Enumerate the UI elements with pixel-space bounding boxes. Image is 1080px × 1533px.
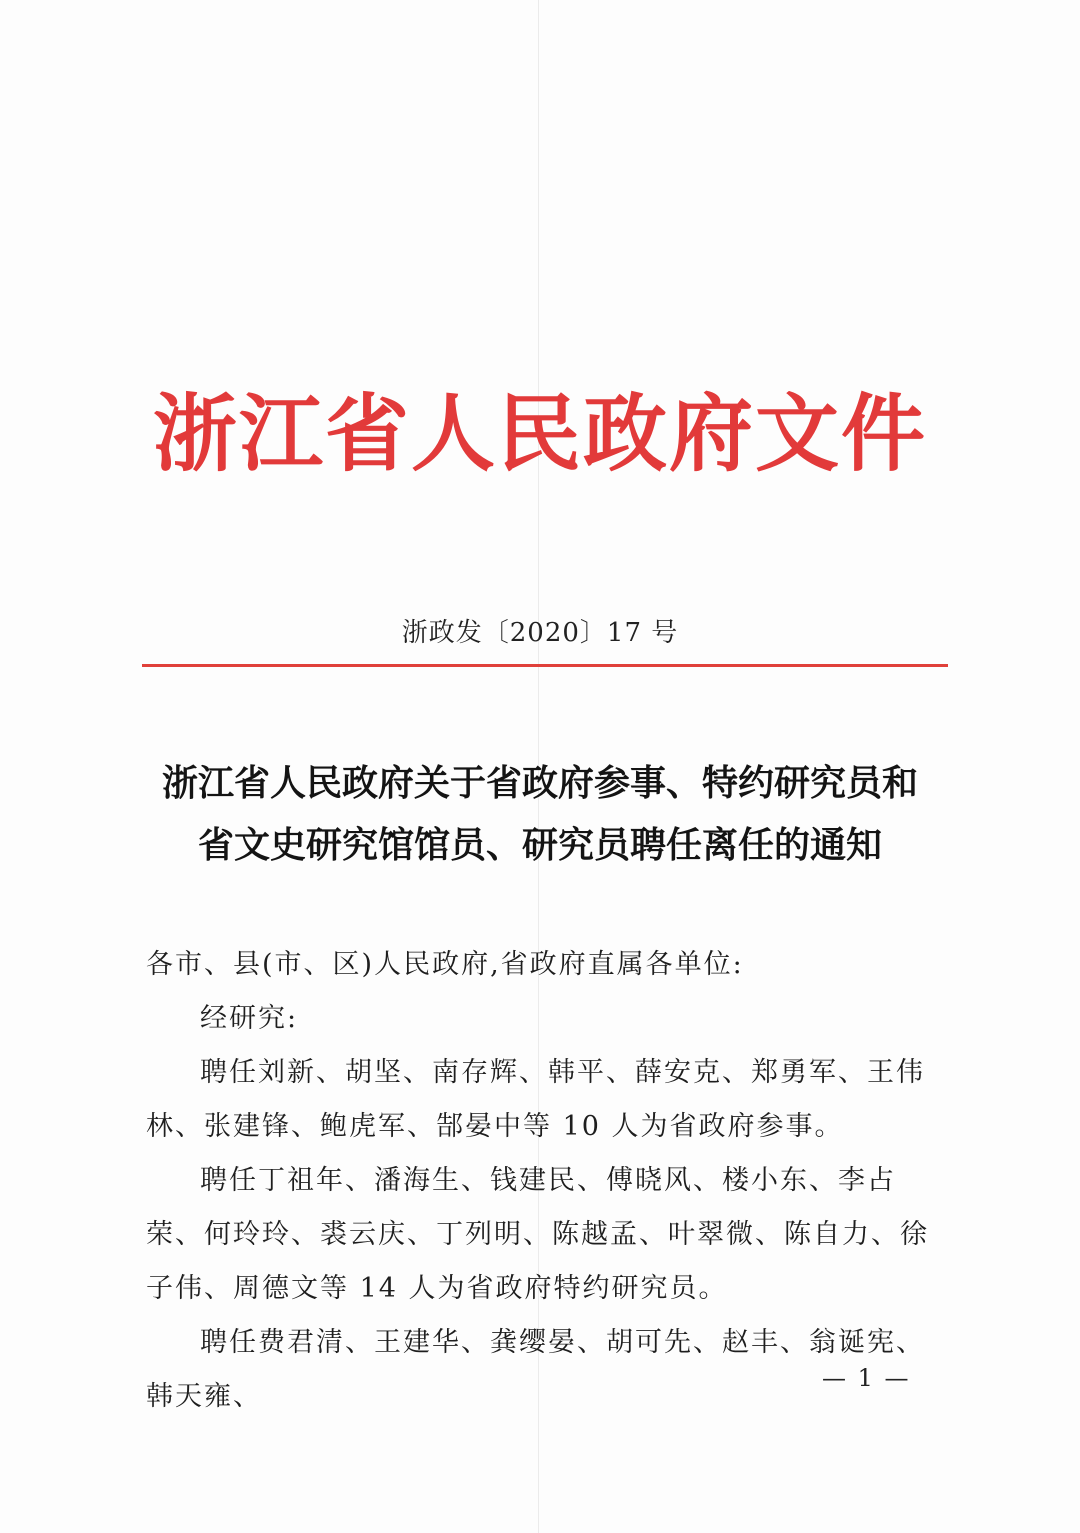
opening-line: 经研究:	[200, 1003, 299, 1034]
recipients-line: 各市、县(市、区)人民政府,省政府直属各单位:	[146, 949, 744, 980]
body-paragraph-3: 聘任费君清、王建华、龚缨晏、胡可先、赵丰、翁诞宪、韩天雍、	[146, 1327, 925, 1412]
page-number: — 1 —	[822, 1364, 911, 1392]
body-paragraph-2: 聘任丁祖年、潘海生、钱建民、傅晓风、楼小东、李占荣、何玲玲、裘云庆、丁列明、陈越孟、叶翠微、陈自力、徐子伟、周德文等 14 人为省政府特约研究员。	[146, 1165, 929, 1304]
notice-title-line-2: 省文史研究馆馆员、研究员聘任离任的通知	[197, 824, 882, 866]
document-number: 浙政发〔2020〕17 号	[401, 618, 679, 648]
issuer-header-title: 浙江省人民政府文件	[152, 384, 927, 483]
notice-title-line-1: 浙江省人民政府关于省政府参事、特约研究员和	[161, 762, 918, 804]
notice-title	[0, 752, 1080, 876]
notice-body	[146, 938, 946, 1424]
body-paragraph-1: 聘任刘新、胡坚、南存辉、韩平、薛安克、郑勇军、王伟林、张建锋、鲍虎军、郜晏中等 10 人为省政府参事。	[146, 1057, 925, 1142]
red-separator-rule	[142, 664, 948, 667]
